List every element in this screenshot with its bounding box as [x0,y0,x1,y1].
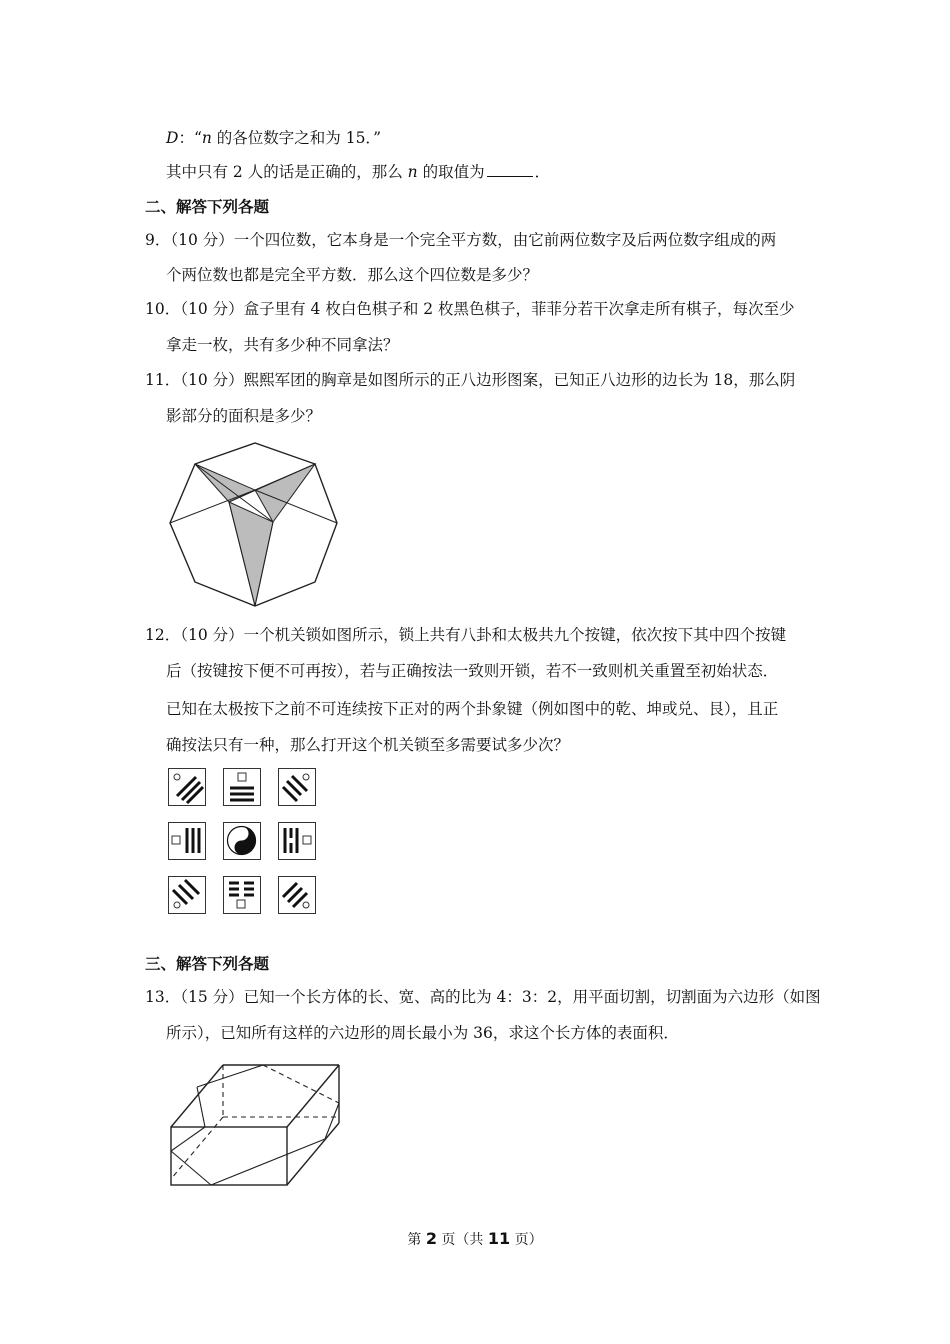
q9-line1: 9．（10 分）一个四位数，它本身是一个完全平方数，由它前两位数字及后两位数字组成的两 [145,231,777,249]
trigram-key-ne [278,768,316,806]
taiji-key [223,822,261,860]
q12-line4: 确按法只有一种，那么打开这个机关锁至多需要试多少次？ [166,736,570,754]
trigram-key-e [278,822,316,860]
trigram-key-se [278,876,316,914]
trigram-key-sw [168,876,206,914]
footer-middle: 页（共 [436,1232,488,1248]
conclusion-line [166,161,550,183]
option-d-label: D [166,129,179,147]
trigram-ne-icon [279,769,314,804]
q10-line1: 10．（10 分）盒子里有 4 枚白色棋子和 2 枚黑色棋子，菲菲分若干次拿走所有棋子，每次至少 [145,300,795,318]
trigram-se-icon [279,877,314,912]
option-d [166,127,381,149]
q12-line2: 后（按键按下便不可再按），若与正确按法一致则开锁，若不一致则机关重置至初始状态． [166,662,779,680]
octagon-figure [165,440,340,610]
option-d-prefix: ：“ [178,129,202,147]
trigram-e-icon [279,823,314,858]
bagua-lock-figure [168,768,320,918]
footer-suffix: 页） [510,1232,543,1248]
yin-yang-icon [224,823,259,858]
option-d-var: n [201,129,212,147]
trigram-qian-icon [224,769,259,804]
page-footer [0,1229,950,1249]
option-d-suffix: 的各位数字之和为 15．” [211,129,382,147]
trigram-key-w [168,822,206,860]
q10-line2: 拿走一枚，共有多少种不同拿法？ [166,336,399,354]
q11-line2: 影部分的面积是多少？ [166,407,322,425]
footer-page-number: 2 [425,1229,437,1248]
conclusion-suffix: 的取值为 [417,163,485,181]
q13-line2: 所示），已知所有这样的六边形的周长最小为 36，求这个长方体的表面积． [166,1024,679,1042]
q13-line1: 13．（15 分）已知一个长方体的长、宽、高的比为 4：3：2，用平面切割，切割面为六边形（如图 [145,988,821,1006]
trigram-nw-icon [169,769,204,804]
q9-line2: 个两位数也都是完全平方数．那么这个四位数是多少？ [166,266,539,284]
trigram-w-icon [169,823,204,858]
q12-line3: 已知在太极按下之前不可连续按下正对的两个卦象键（例如图中的乾、坤或兑、艮），且正 [166,700,779,718]
conclusion-end: ． [534,163,551,181]
footer-prefix: 第 [407,1232,426,1248]
trigram-key-n [223,768,261,806]
answer-blank [487,162,533,177]
conclusion-prefix: 其中只有 2 人的话是正确的，那么 [166,163,408,181]
section3-title: 三、解答下列各题 [145,954,270,973]
trigram-key-s [223,876,261,914]
footer-total-pages: 11 [487,1229,511,1248]
conclusion-var: n [407,163,418,181]
q12-line1: 12．（10 分）一个机关锁如图所示，锁上共有八卦和太极共九个按键，依次按下其中四个按键 [145,626,787,644]
trigram-key-nw [168,768,206,806]
section2-title: 二、解答下列各题 [145,197,270,216]
q11-line1: 11．（10 分）熙熙军团的胸章是如图所示的正八边形图案，已知正八边形的边长为 18，那么阴 [145,371,796,389]
trigram-kun-icon [224,877,259,912]
cuboid-hexagon-figure [165,1055,350,1190]
trigram-sw-icon [169,877,204,912]
